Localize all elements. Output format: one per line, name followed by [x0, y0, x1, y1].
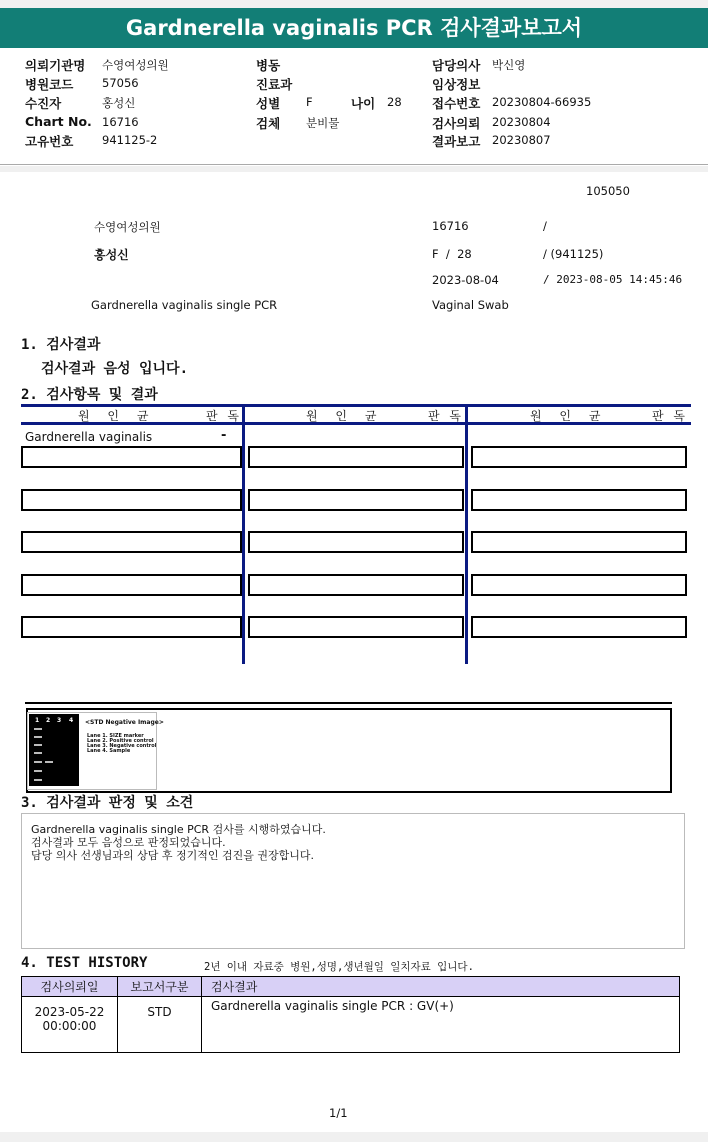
- id-code: 105050: [586, 184, 630, 198]
- header-value: 20230804-66935: [492, 95, 592, 109]
- section3-title: 3. 검사결과 판정 및 소견: [21, 795, 194, 811]
- request-date: 2023-08-04: [432, 273, 499, 287]
- history-header-row: [22, 977, 680, 997]
- judge-header: 판 독: [652, 409, 688, 423]
- history-time: 00:00:00: [42, 1019, 97, 1033]
- header-label: 병동: [256, 58, 281, 73]
- history-table: [21, 976, 680, 1053]
- header-value: 분비물: [306, 116, 340, 130]
- test-name: Gardnerella vaginalis single PCR: [91, 298, 278, 312]
- header-value: 20230804: [492, 115, 551, 129]
- header-label: 의뢰기관명: [25, 58, 86, 73]
- gel-legend: Lane 1. SIZE marker: [87, 733, 144, 739]
- sex-age: F / 28: [432, 247, 472, 261]
- chart-number: 16716: [432, 219, 469, 233]
- col-header: 원 인 균: [306, 409, 384, 423]
- result-box: [248, 616, 464, 638]
- gel-legend: Lane 2. Positive control: [87, 738, 154, 744]
- header-value: 박신영: [492, 58, 526, 72]
- result-box: [471, 446, 687, 468]
- result-box: [21, 489, 242, 511]
- header-value: F: [306, 95, 313, 109]
- birth-date: / (941125): [543, 247, 604, 261]
- report-datetime: / 2023-08-05 14:45:46: [543, 273, 683, 286]
- header-value: 57056: [102, 76, 139, 90]
- history-type: STD: [118, 997, 202, 1053]
- gel-legend: Lane 4. Sample: [87, 748, 131, 754]
- col-header: 원 인 균: [78, 409, 156, 423]
- result-box: [248, 531, 464, 553]
- history-note: 2년 이내 자료중 병원,성명,생년월일 일치자료 입니다.: [204, 961, 474, 973]
- judge-header: 판 독: [206, 409, 242, 423]
- result-box: [248, 489, 464, 511]
- header-label: 나이: [351, 96, 376, 111]
- header-label: 성별: [256, 96, 281, 111]
- lane-number: 2: [46, 717, 51, 724]
- header-value: 홍성신: [102, 96, 136, 110]
- header-label: 검사의뢰: [432, 116, 481, 131]
- result-box: [21, 574, 242, 596]
- result-box: [471, 531, 687, 553]
- lane-number: 4: [69, 717, 74, 724]
- header-label: 결과보고: [432, 134, 481, 149]
- header-info: [0, 48, 708, 166]
- header-label: 담당의사: [432, 58, 481, 73]
- organism-result: -: [221, 428, 227, 443]
- header-label: 임상정보: [432, 77, 481, 92]
- opinion-line: 담당 의사 선생님과의 상담 후 정기적인 검진을 권장합니다.: [31, 849, 314, 862]
- judge-header: 판 독: [428, 409, 464, 423]
- section2-title: 2. 검사항목 및 결과: [21, 387, 158, 403]
- page-number: 1/1: [329, 1106, 348, 1120]
- result-box: [21, 446, 242, 468]
- column-divider: [242, 404, 245, 664]
- hospital-name: 수영여성의원: [94, 220, 161, 234]
- header-value: 20230807: [492, 133, 551, 147]
- opinion-line: Gardnerella vaginalis single PCR 검사를 시행하였습니다.: [31, 823, 326, 836]
- column-divider: [465, 404, 468, 664]
- result-box: [21, 616, 242, 638]
- opinion-line: 검사결과 모두 음성으로 판정되었습니다.: [31, 836, 226, 849]
- lane-number: 1: [35, 717, 40, 724]
- header-label: 진료과: [256, 77, 293, 92]
- result-summary: 검사결과 음성 입니다.: [41, 361, 189, 377]
- result-box: [248, 574, 464, 596]
- history-date: 2023-05-22: [34, 1005, 105, 1019]
- header-label: 병원코드: [25, 77, 74, 92]
- result-box: [248, 446, 464, 468]
- header-label: Chart No.: [25, 114, 92, 129]
- image-top-rule: [25, 702, 672, 704]
- history-col-header: 검사결과: [202, 977, 680, 997]
- history-col-header: 보고서구분: [118, 977, 202, 997]
- result-box: [471, 574, 687, 596]
- table-row: [22, 997, 680, 1053]
- gel-legend: Lane 3. Negative control: [87, 743, 157, 749]
- header-label: 검체: [256, 116, 281, 131]
- organism-name: Gardnerella vaginalis: [25, 430, 153, 444]
- gel-title: <STD Negative Image>: [85, 719, 164, 726]
- result-box: [471, 489, 687, 511]
- header-value: 수영여성의원: [102, 58, 169, 72]
- header-label: 접수번호: [432, 96, 481, 111]
- specimen: Vaginal Swab: [432, 298, 509, 312]
- col-header: 원 인 균: [530, 409, 608, 423]
- chart-separator: /: [543, 219, 547, 233]
- section4-title: 4. TEST HISTORY: [21, 955, 148, 971]
- header-label: 수진자: [25, 96, 62, 111]
- history-date-cell: [22, 997, 118, 1053]
- header-value: 16716: [102, 115, 139, 129]
- gel-photo: [29, 714, 79, 786]
- section1-title: 1. 검사결과: [21, 337, 101, 353]
- divider: [0, 164, 708, 165]
- result-box: [21, 531, 242, 553]
- history-result: Gardnerella vaginalis single PCR : GV(+): [202, 997, 680, 1053]
- header-value: 28: [387, 95, 402, 109]
- result-box: [471, 616, 687, 638]
- report-title: Gardnerella vaginalis PCR 검사결과보고서: [0, 8, 708, 48]
- header-value: 941125-2: [102, 133, 158, 147]
- lane-number: 3: [57, 717, 62, 724]
- history-col-header: 검사의뢰일: [22, 977, 118, 997]
- header-label: 고유번호: [25, 134, 74, 149]
- patient-name: 홍성신: [94, 248, 129, 262]
